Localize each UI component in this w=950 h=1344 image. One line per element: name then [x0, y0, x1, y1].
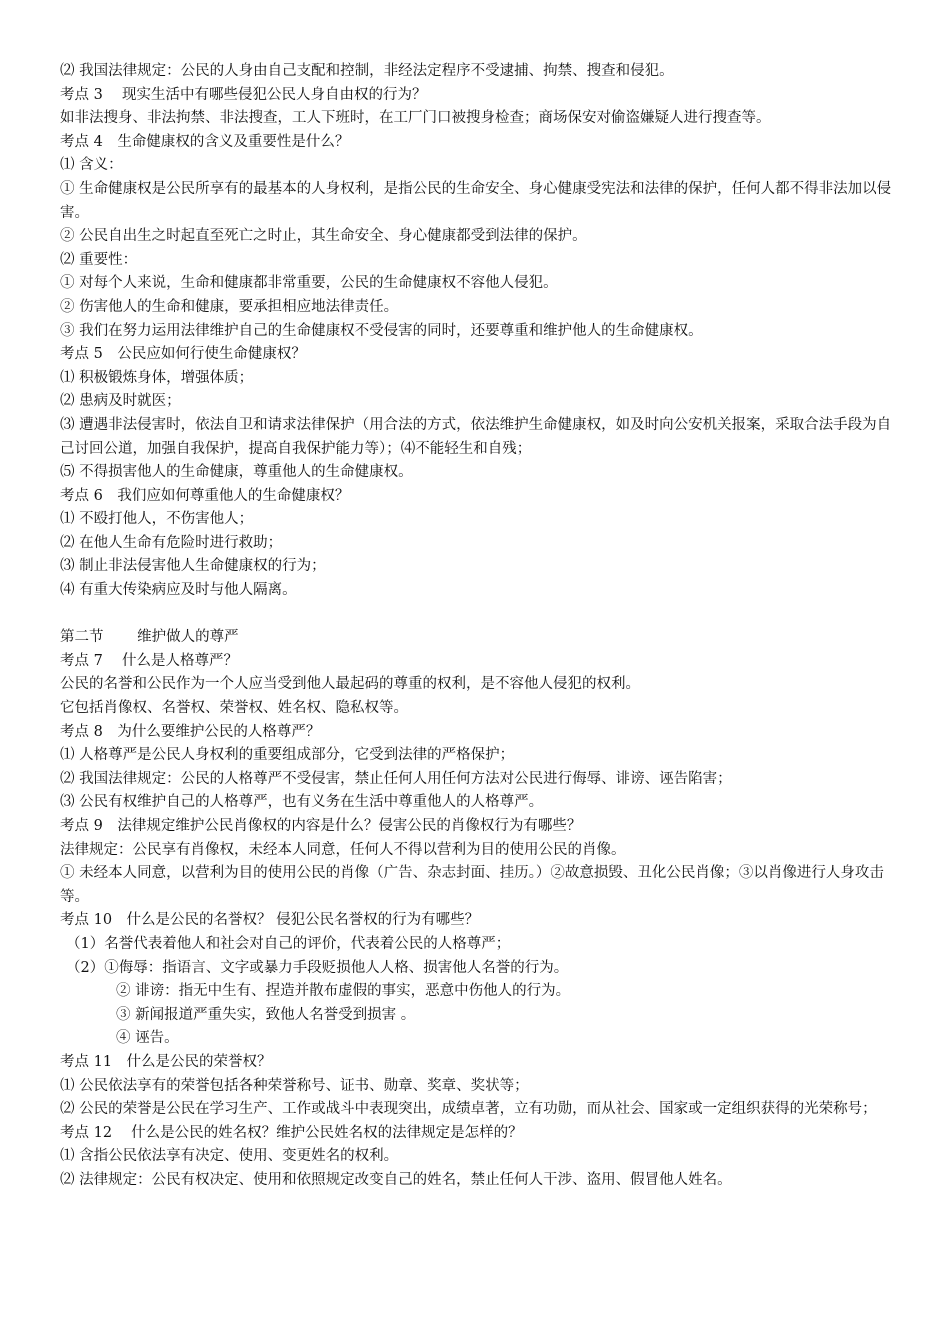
text-line: （1）名誉代表着他人和社会对自己的评价，代表着公民的人格尊严； [66, 935, 511, 952]
section-heading: 考点 5 公民应如何行使生命健康权？ [60, 346, 306, 363]
text-line: ⑵ 在他人生命有危险时进行救助； [60, 534, 283, 551]
text-line: ⑴ 人格尊严是公民人身权利的重要组成部分，它受到法律的严格保护； [60, 747, 515, 764]
text-line: ⑴ 不殴打他人，不伤害他人； [60, 511, 254, 528]
section-heading: 考点 6 我们应如何尊重他人的生命健康权？ [60, 487, 350, 504]
text-line: ⑶ 公民有权维护自己的人格尊严，也有义务在生活中尊重他人的人格尊严。 [60, 794, 544, 811]
section-heading: 考点 10 什么是公民的名誉权？ 侵犯公民名誉权的行为有哪些？ [60, 912, 480, 929]
text-line: ⑵ 法律规定：公民有权决定、使用和依照规定改变自己的姓名，禁止任何人干涉、盗用、假冒他人姓名。 [60, 1171, 732, 1188]
text-line: ⑴ 积极锻炼身体，增强体质； [60, 369, 254, 386]
text-line: ① 对每个人来说，生命和健康都非常重要，公民的生命健康权不容他人侵犯。 [60, 275, 558, 292]
text-line: 公民的名誉和公民作为一个人应当受到他人最起码的尊重的权利，是不容他人侵犯的权利。 [60, 676, 640, 693]
text-line: ④ 诬告。 [116, 1030, 179, 1047]
text-line: ② 伤害他人的生命和健康，要承担相应地法律责任。 [60, 298, 399, 315]
text-line: ③ 我们在努力运用法律维护自己的生命健康权不受侵害的同时，还要尊重和维护他人的生命健康权。 [60, 322, 703, 339]
text-line: 它包括肖像权、名誉权、荣誉权、姓名权、隐私权等。 [60, 700, 408, 717]
text-line: ⑴ 含指公民依法享有决定、使用、变更姓名的权利。 [60, 1148, 399, 1165]
section-heading: 考点 8 为什么要维护公民的人格尊严？ [60, 723, 321, 740]
section-heading: 考点 4 生命健康权的含义及重要性是什么？ [60, 133, 350, 150]
blank-line [60, 603, 900, 627]
section-heading: 考点 9 法律规定维护公民肖像权的内容是什么？侵害公民的肖像权行为有哪些？ [60, 818, 582, 834]
text-line: （2）①侮辱：指语言、文字或暴力手段贬损他人人格、损害他人名誉的行为。 [66, 959, 569, 976]
text-line: ⑶ 制止非法侵害他人生命健康权的行为； [60, 558, 326, 575]
section-heading: 考点 12 什么是公民的姓名权？维护公民姓名权的法律规定是怎样的？ [60, 1124, 523, 1141]
text-line: ② 公民自出生之时起直至死亡之时止，其生命安全、身心健康都受到法律的保护。 [60, 228, 587, 245]
text-line: ⑵ 我国法律规定：公民的人格尊严不受侵害，禁止任何人用任何方法对公民进行侮辱、诽谤、诬告陷害； [60, 770, 732, 787]
text-line: ⑴ 含义： [60, 157, 123, 174]
text-line: ⑴ 公民依法享有的荣誉包括各种荣誉称号、证书、勋章、奖章、奖状等； [60, 1077, 529, 1094]
text-line: ② 诽谤：指无中生有、捏造并散布虚假的事实，恶意中伤他人的行为。 [116, 983, 571, 1000]
text-line: ⑵ 我国法律规定：公民的人身由自己支配和控制，非经法定程序不受逮捕、拘禁、搜查和侵犯。 [60, 63, 674, 79]
text-line: 如非法搜身、非法拘禁、非法搜查，工人下班时，在工厂门口被搜身检查；商场保安对偷盗嫌疑人进行搜查等。 [60, 110, 771, 127]
chapter-heading: 第二节 维护做人的尊严 [60, 629, 239, 646]
text-line: ① 生命健康权是公民所享有的最基本的人身权利，是指公民的生命安全、身心健康受宪法和法律的保护，任何人都不得非法加以侵害。 [60, 180, 892, 221]
section-heading: 考点 7 什么是人格尊严？ [60, 652, 238, 669]
text-line: 法律规定：公民享有肖像权，未经本人同意，任何人不得以营利为目的使用公民的肖像。 [60, 841, 626, 858]
document-page [60, 60, 900, 1193]
section-heading: 考点 11 什么是公民的荣誉权？ [60, 1053, 272, 1070]
text-line: ⑵ 患病及时就医； [60, 393, 181, 410]
text-line: ⑷ 有重大传染病应及时与他人隔离。 [60, 582, 297, 599]
text-line: ⑶ 遭遇非法侵害时，依法自卫和请求法律保护（用合法的方式，依法维护生命健康权，如及时向公安机关报案，采取合法手段为自己讨回公道，加强自我保护，提高自我保护能力等）；⑷不能轻生和自残； [60, 416, 892, 457]
text-line: ③ 新闻报道严重失实，致他人名誉受到损害 。 [116, 1006, 416, 1023]
text-line: ⑵ 重要性： [60, 251, 138, 268]
text-line: ⑵ 公民的荣誉是公民在学习生产、工作或战斗中表现突出，成绩卓著，立有功勋，而从社会、国家或一定组织获得的光荣称号； [60, 1101, 877, 1118]
text-line: ⑸ 不得损害他人的生命健康，尊重他人的生命健康权。 [60, 464, 413, 481]
section-heading: 考点 3 现实生活中有哪些侵犯公民人身自由权的行为？ [60, 86, 427, 103]
text-line: ① 未经本人同意，以营利为目的使用公民的肖像（广告、杂志封面、挂历。）②故意损毁、丑化公民肖像；③以肖像进行人身攻击等。 [60, 865, 884, 905]
